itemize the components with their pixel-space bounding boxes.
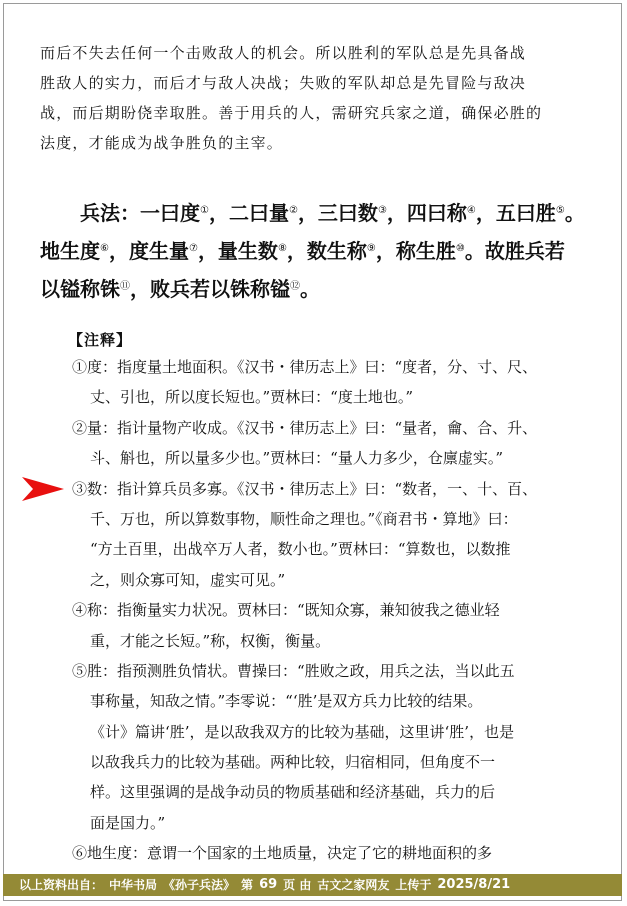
footnote-ref: ⑤: [555, 205, 565, 216]
note-line: 面是国力。”: [90, 813, 166, 832]
note-line: 千、万也，所以算数事物，顺性命之理也。”《商君书・算地》曰：: [90, 509, 518, 528]
intro-paragraph: [40, 38, 570, 158]
intro-line: 而后不失去任何一个击败敌人的机会。所以胜利的军队总是先具备战: [40, 44, 527, 62]
classic-text-segment: ，败兵若以铢称镒: [130, 277, 290, 301]
note-line: 以敌我兵力的比较为基础。两种比较，归宿相同，但角度不一: [90, 753, 496, 772]
note-line: 重，才能之长短。”称，权衡，衡量。: [90, 631, 331, 650]
classic-text: [40, 193, 585, 307]
footnote-ref: ⑨: [366, 243, 376, 254]
note-line: 《计》篇讲‘胜’，是以敌我双方的比较为基础，这里讲‘胜’，也是: [90, 722, 515, 741]
source-footer: [3, 874, 622, 896]
classic-text-segment: ，称生胜: [375, 239, 456, 263]
footer-page-suffix: 页 由: [283, 878, 312, 892]
classic-text-segment: ，五曰胜: [475, 201, 556, 225]
note-line: ⑥地生度：意谓一个国家的土地质量，决定了它的耕地面积的多: [72, 844, 493, 863]
classic-line: [40, 231, 580, 269]
classic-text-segment: 。故胜兵若: [464, 239, 565, 263]
intro-line: 胜敌人的实力，而后才与敌人决战；失败的军队却总是先冒险与敌决: [40, 74, 527, 92]
note-line: 丈、引也，所以度长短也。”贾林曰：“度土地也。”: [90, 388, 414, 407]
intro-line: 战，而后期盼侥幸取胜。善于用兵的人，需研究兵家之道，确保必胜的: [40, 104, 543, 122]
footer-source-label: 以上资料出自：: [19, 878, 104, 892]
footer-book-title: 《孙子兵法》: [163, 878, 236, 892]
note-line: ④称：指衡量实力状况。贾林曰：“既知众寡，兼知彼我之德业轻: [72, 601, 500, 620]
footer-page-number: 69: [259, 877, 278, 892]
classic-line: [40, 193, 585, 231]
footer-date: 2025/8/21: [437, 877, 511, 892]
footnote-ref: ③: [377, 205, 387, 216]
note-line: ③数：指计算兵员多寡。《汉书・律历志上》曰：“数者，一、十、百、: [72, 479, 538, 498]
footer-publisher: 中华书局: [109, 878, 158, 892]
note-line: ②量：指计量物产收成。《汉书・律历志上》曰：“量者，龠、合、升、: [72, 418, 538, 437]
notes-heading: 【注释】: [68, 331, 133, 349]
note-line: ①度：指度量土地面积。《汉书・律历志上》曰：“度者，分、寸、尺、: [72, 358, 538, 376]
classic-text-segment: ，二曰量: [208, 201, 289, 225]
classic-text-segment: 以镒称铢: [40, 277, 120, 301]
classic-text-segment: 兵法：一曰度: [80, 201, 200, 225]
note-line: ⑤胜：指预测胜负情状。曹操曰：“胜败之政，用兵之法，当以此五: [72, 661, 515, 680]
classic-text-segment: ，三曰数: [297, 201, 378, 225]
classic-line: [40, 269, 580, 307]
classic-text-segment: 地生度: [40, 239, 100, 263]
footnote-ref: ⑩: [455, 243, 465, 254]
footnote-ref: ②: [288, 205, 298, 216]
footnote-ref: ⑪: [120, 281, 130, 292]
footnote-ref: ⑦: [188, 243, 198, 254]
intro-line: 法度，才能成为战争胜负的主宰。: [40, 134, 284, 152]
footer-uploader: 古文之家网友: [317, 878, 390, 892]
footnote-ref: ①: [200, 205, 209, 216]
note-line: 之，则众寡可知，虚实可见。”: [90, 570, 286, 589]
classic-text-segment: 。: [564, 201, 585, 225]
classic-text-segment: ，量生数: [197, 239, 278, 263]
footnote-ref: ⑫: [290, 281, 300, 292]
classic-text-segment: ，数生称: [286, 239, 367, 263]
pointer-arrow-icon: [20, 474, 66, 504]
footnote-ref: ⑧: [277, 243, 287, 254]
footer-upload-label: 上传于: [395, 878, 432, 892]
footnote-ref: ④: [466, 205, 476, 216]
classic-text-segment: ，四曰称: [386, 201, 467, 225]
note-line: “方土百里，出战卒万人者，数小也。”贾林曰：“算数也，以数推: [90, 540, 511, 559]
note-line: 样。这里强调的是战争动员的物质基础和经济基础，兵力的后: [90, 783, 496, 802]
note-line: 事称量，知敌之情。”李零说：“‘胜’是双方兵力比较的结果。: [90, 692, 483, 711]
footer-page-prefix: 第: [241, 878, 254, 892]
classic-text-segment: 。: [300, 277, 320, 301]
classic-text-segment: ，度生量: [108, 239, 189, 263]
note-line: 斗、斛也，所以量多少也。”贾林曰：“量人力多少，仓廪虚实。”: [90, 449, 504, 468]
notes-list: [72, 352, 572, 869]
footnote-ref: ⑥: [100, 243, 109, 254]
